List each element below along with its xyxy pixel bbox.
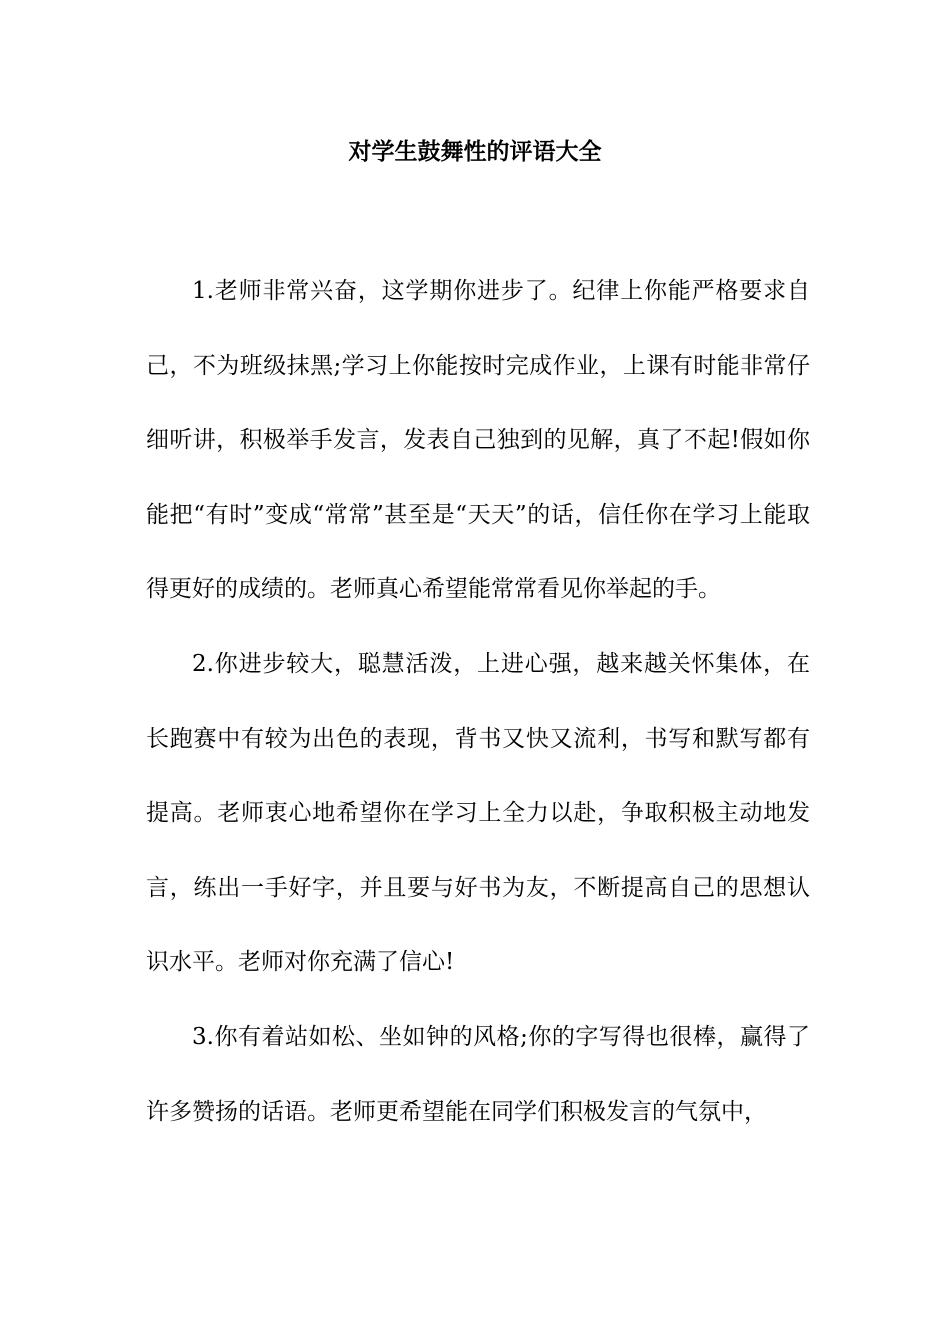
document-body [146, 254, 810, 1149]
paragraph-1: 1.老师非常兴奋，这学期你进步了。纪律上你能严格要求自己，不为班级抹黑;学习上你能按时完成作业，上课有时能非常仔细听讲，积极举手发言，发表自己独到的见解，真了不起!假如你能把“有时”变成“常常”甚至是“天天”的话，信任你在学习上能取得更好的成绩的。老师真心希望能常常看见你举起的手。 [146, 278, 810, 603]
paragraph-2: 2.你进步较大，聪慧活泼，上进心强，越来越关怀集体，在长跑赛中有较为出色的表现，背书又快又流利，书写和默写都有提高。老师衷心地希望你在学习上全力以赴，争取积极主动地发言，练出一手好字，并且要与好书为友，不断提高自己的思想认识水平。老师对你充满了信心! [146, 650, 810, 976]
document-title: 对学生鼓舞性的评语大全 [348, 138, 602, 165]
paragraph-3: 3.你有着站如松、坐如钟的风格;你的字写得也很棒，赢得了许多赞扬的话语。老师更希望能在同学们积极发言的气氛中， [146, 1023, 810, 1125]
